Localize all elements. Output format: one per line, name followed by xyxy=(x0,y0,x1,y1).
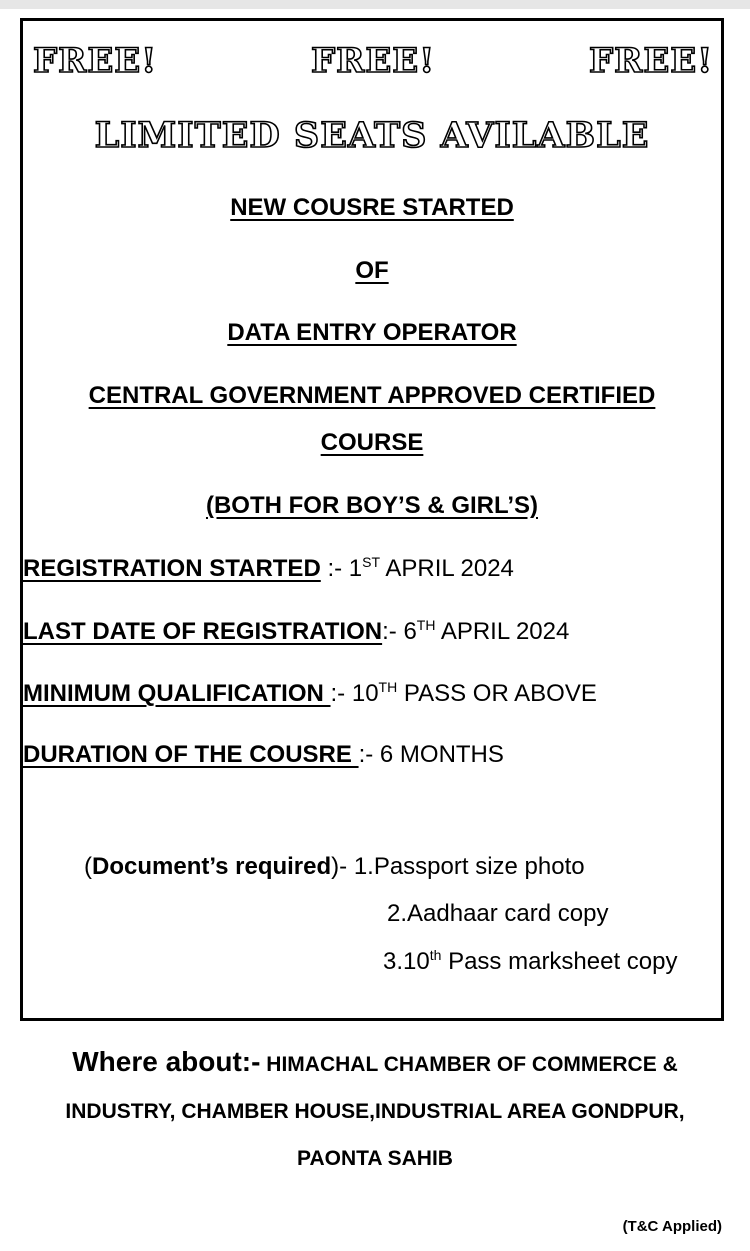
registration-started-sup: ST xyxy=(362,554,381,570)
registration-started-row xyxy=(23,554,514,583)
qualification-row xyxy=(23,679,597,708)
free-label-center: FREE! xyxy=(311,41,436,81)
last-date-sep: :- 6 xyxy=(382,618,417,645)
course-name-heading: DATA ENTRY OPERATOR xyxy=(227,319,517,346)
document-item-1: 1.Passport size photo xyxy=(353,853,585,880)
of-heading: OF xyxy=(355,257,389,284)
top-strip xyxy=(0,0,750,9)
documents-required-row xyxy=(84,853,585,881)
document-item-2: 2.Aadhaar card copy xyxy=(387,900,609,927)
duration-value: :- 6 MONTHS xyxy=(358,741,504,768)
address-block xyxy=(20,1038,730,1182)
last-date-value: APRIL 2024 xyxy=(435,618,570,645)
eligibility-heading: (BOTH FOR BOY’S & GIRL’S) xyxy=(205,492,538,519)
new-course-heading: NEW COUSRE STARTED xyxy=(230,194,514,221)
documents-paren-open: ( xyxy=(84,853,92,880)
registration-started-sep: :- 1 xyxy=(320,555,363,582)
qualification-sup: TH xyxy=(378,679,398,695)
free-label-left: FREE! xyxy=(33,41,158,81)
registration-started-value: APRIL 2024 xyxy=(380,555,514,582)
address-line-3: PAONTA SAHIB xyxy=(297,1147,453,1170)
certification-heading-line2: COURSE xyxy=(320,429,424,456)
document-item-3-post: Pass marksheet copy xyxy=(441,948,678,975)
documents-paren-close: )- xyxy=(331,853,354,880)
duration-label: DURATION OF THE COUSRE xyxy=(23,741,359,768)
certification-heading-line1: CENTRAL GOVERNMENT APPROVED CERTIFIED xyxy=(88,382,656,409)
where-about-label: Where about:- xyxy=(72,1046,261,1077)
last-date-row xyxy=(23,617,569,646)
limited-seats-title: LIMITED SEATS AVILABLE xyxy=(94,115,650,156)
free-label-right: FREE! xyxy=(589,41,714,81)
last-date-label: LAST DATE OF REGISTRATION xyxy=(23,618,383,645)
document-item-3-pre: 3.10 xyxy=(383,948,430,975)
qualification-sep: :- 10 xyxy=(330,680,379,707)
document-item-3 xyxy=(383,947,678,976)
poster-frame xyxy=(20,18,724,1021)
address-line-2: INDUSTRY, CHAMBER HOUSE,INDUSTRIAL AREA GONDPUR, xyxy=(65,1100,685,1123)
last-date-sup: TH xyxy=(416,617,436,633)
qualification-value: PASS OR ABOVE xyxy=(397,680,597,707)
documents-required-title: Document’s required xyxy=(92,853,332,880)
address-text-1: HIMACHAL CHAMBER OF COMMERCE & xyxy=(260,1053,678,1076)
terms-note: (T&C Applied) xyxy=(622,1218,722,1235)
registration-started-label: REGISTRATION STARTED xyxy=(23,555,321,582)
duration-row xyxy=(23,741,504,769)
qualification-label: MINIMUM QUALIFICATION xyxy=(23,680,331,707)
document-item-3-sup: th xyxy=(429,947,442,963)
address-line-1 xyxy=(20,1038,730,1088)
